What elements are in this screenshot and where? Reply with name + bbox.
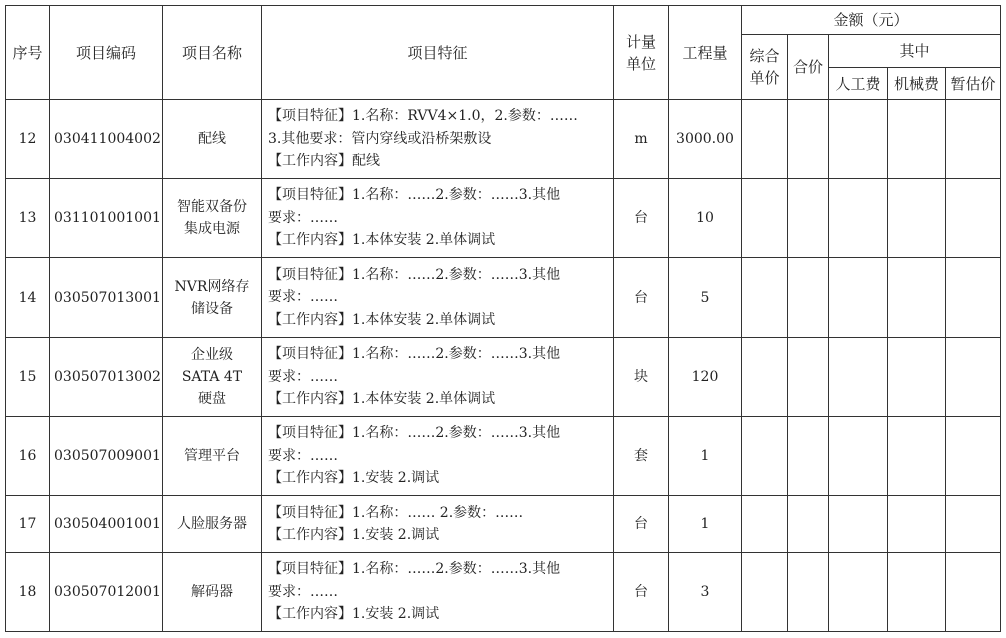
- cell-unit-price: [742, 179, 788, 258]
- cell-name-line: 管理平台: [184, 448, 240, 464]
- cell-provisional: [946, 496, 1001, 553]
- cell-feature-line: 【项目特征】1.名称：…… 2.参数：……: [268, 504, 524, 521]
- cell-feature-line: 【项目特征】1.名称：……2.参数：……3.其他: [268, 187, 561, 204]
- cell-seq: 18: [6, 553, 50, 632]
- cell-unit-price: [742, 496, 788, 553]
- cell-total: [788, 100, 829, 179]
- cell-feature: [262, 100, 614, 179]
- header-feature: 项目特征: [262, 6, 614, 100]
- cell-labor: [829, 553, 888, 632]
- cell-labor: [829, 417, 888, 496]
- cell-quantity: 5: [669, 258, 742, 338]
- cell-feature-line: 【工作内容】1.本体安装 2.单体调试: [268, 311, 496, 328]
- cell-unit: 台: [614, 553, 669, 632]
- header-unit-price-line2: 单价: [749, 69, 780, 87]
- cell-seq: 12: [6, 100, 50, 179]
- cell-feature-line: 【工作内容】1.安装 2.调试: [268, 527, 440, 543]
- cell-feature-line: 要求：……: [268, 289, 338, 306]
- cell-provisional: [946, 100, 1001, 179]
- cell-machine: [888, 496, 946, 553]
- cell-feature-line: 3.其他要求：管内穿线或沿桥架敷设: [268, 130, 492, 147]
- cell-seq: 14: [6, 258, 50, 338]
- cell-machine: [888, 553, 946, 632]
- header-labor: 人工费: [829, 68, 888, 100]
- cell-code: 030507012001: [50, 553, 163, 632]
- cell-name-line: 智能双备份: [177, 199, 247, 215]
- cell-code: 030507013001: [50, 258, 163, 338]
- cell-total: [788, 496, 829, 553]
- cell-code: 030504001001: [50, 496, 163, 553]
- cell-total: [788, 258, 829, 338]
- cell-quantity: 120: [669, 338, 742, 417]
- cell-code: 030507013002: [50, 338, 163, 417]
- cell-unit-price: [742, 338, 788, 417]
- cell-unit: 台: [614, 179, 669, 258]
- header-amount: 金额（元）: [742, 6, 1001, 35]
- cell-feature-line: 【项目特征】1.名称：……2.参数：……3.其他: [268, 425, 561, 442]
- table-row: [6, 258, 1001, 338]
- header-seq: 序号: [6, 6, 50, 100]
- cell-quantity: 1: [669, 496, 742, 553]
- cell-machine: [888, 417, 946, 496]
- cell-code: 030411004002: [50, 100, 163, 179]
- cell-seq: 16: [6, 417, 50, 496]
- cell-name-line: 解码器: [191, 584, 233, 600]
- cell-feature: [262, 417, 614, 496]
- cell-unit-price: [742, 553, 788, 632]
- cell-unit-price: [742, 258, 788, 338]
- cell-unit: 块: [614, 338, 669, 417]
- cell-name-line: NVR网络存: [174, 278, 250, 295]
- cell-unit: 套: [614, 417, 669, 496]
- header-unit-price: [742, 35, 788, 100]
- cell-name-line: SATA 4T: [181, 369, 243, 385]
- cell-feature-line: 要求：……: [268, 583, 338, 600]
- table-row: [6, 496, 1001, 553]
- cell-feature-line: 【工作内容】1.本体安装 2.单体调试: [268, 391, 496, 408]
- header-among: 其中: [829, 35, 1001, 68]
- cell-feature-line: 【工作内容】1.本体安装 2.单体调试: [268, 232, 496, 249]
- cell-labor: [829, 100, 888, 179]
- cell-feature-line: 要求：……: [268, 368, 338, 385]
- header-unit-line2: 单位: [625, 54, 656, 73]
- cell-code: 031101001001: [50, 179, 163, 258]
- cell-name: [163, 496, 262, 553]
- cell-labor: [829, 496, 888, 553]
- cell-unit: 台: [614, 258, 669, 338]
- cell-labor: [829, 179, 888, 258]
- cell-total: [788, 179, 829, 258]
- cell-feature: [262, 553, 614, 632]
- table-row: [6, 417, 1001, 496]
- cell-name: [163, 100, 262, 179]
- cell-unit-price: [742, 417, 788, 496]
- cell-name-line: 集成电源: [184, 221, 240, 237]
- cell-provisional: [946, 258, 1001, 338]
- cell-code: 030507009001: [50, 417, 163, 496]
- cell-feature-line: 【工作内容】1.安装 2.调试: [268, 606, 440, 623]
- header-machine: 机械费: [888, 68, 946, 100]
- header-unit: [614, 6, 669, 100]
- bill-of-quantities-table: [5, 5, 1001, 632]
- table-row: [6, 338, 1001, 417]
- cell-labor: [829, 338, 888, 417]
- table-row: [6, 100, 1001, 179]
- cell-provisional: [946, 417, 1001, 496]
- header-code: 项目编码: [50, 6, 163, 100]
- header-provisional: 暂估价: [946, 68, 1001, 100]
- cell-feature: [262, 496, 614, 553]
- cell-machine: [888, 179, 946, 258]
- cell-feature-line: 要求：……: [268, 447, 338, 464]
- cell-provisional: [946, 179, 1001, 258]
- cell-feature-line: 【工作内容】配线: [268, 153, 380, 170]
- header-total: 合价: [788, 35, 829, 100]
- cell-feature-line: 【项目特征】1.名称：……2.参数：……3.其他: [268, 561, 561, 578]
- cell-name-line: 企业级: [191, 347, 233, 363]
- cell-feature: [262, 258, 614, 338]
- cell-feature-line: 【项目特征】1.名称：……2.参数：……3.其他: [268, 346, 561, 363]
- header-unit-price-line1: 综合: [749, 47, 780, 65]
- cell-name-line: 硬盘: [198, 391, 226, 407]
- cell-total: [788, 553, 829, 632]
- cell-unit: 台: [614, 496, 669, 553]
- cell-seq: 15: [6, 338, 50, 417]
- header-name: 项目名称: [163, 6, 262, 100]
- cell-feature: [262, 179, 614, 258]
- cell-provisional: [946, 553, 1001, 632]
- cell-seq: 13: [6, 179, 50, 258]
- cell-feature: [262, 338, 614, 417]
- cell-name: [163, 258, 262, 338]
- cell-feature-line: 【项目特征】1.名称：RVV4×1.0，2.参数：……: [268, 108, 578, 125]
- cell-unit-price: [742, 100, 788, 179]
- cell-labor: [829, 258, 888, 338]
- cell-name: [163, 417, 262, 496]
- cell-name: [163, 553, 262, 632]
- cell-feature-line: 【项目特征】1.名称：……2.参数：……3.其他: [268, 266, 561, 283]
- cell-name: [163, 338, 262, 417]
- header-unit-line1: 计量: [625, 32, 656, 51]
- cell-quantity: 1: [669, 417, 742, 496]
- cell-seq: 17: [6, 496, 50, 553]
- cell-name-line: 储设备: [191, 300, 233, 317]
- cell-name-line: 人脸服务器: [177, 516, 247, 532]
- cell-total: [788, 338, 829, 417]
- cell-name: [163, 179, 262, 258]
- cell-total: [788, 417, 829, 496]
- table-row: [6, 179, 1001, 258]
- cell-feature-line: 要求：……: [268, 209, 338, 226]
- cell-quantity: 10: [669, 179, 742, 258]
- cell-name-line: 配线: [198, 131, 226, 147]
- cell-provisional: [946, 338, 1001, 417]
- cell-feature-line: 【工作内容】1.安装 2.调试: [268, 470, 440, 487]
- header-quantity: 工程量: [669, 6, 742, 100]
- cell-machine: [888, 100, 946, 179]
- cell-unit: m: [614, 100, 669, 179]
- cell-machine: [888, 338, 946, 417]
- cell-quantity: 3000.00: [669, 100, 742, 179]
- table-row: [6, 553, 1001, 632]
- cell-machine: [888, 258, 946, 338]
- cell-quantity: 3: [669, 553, 742, 632]
